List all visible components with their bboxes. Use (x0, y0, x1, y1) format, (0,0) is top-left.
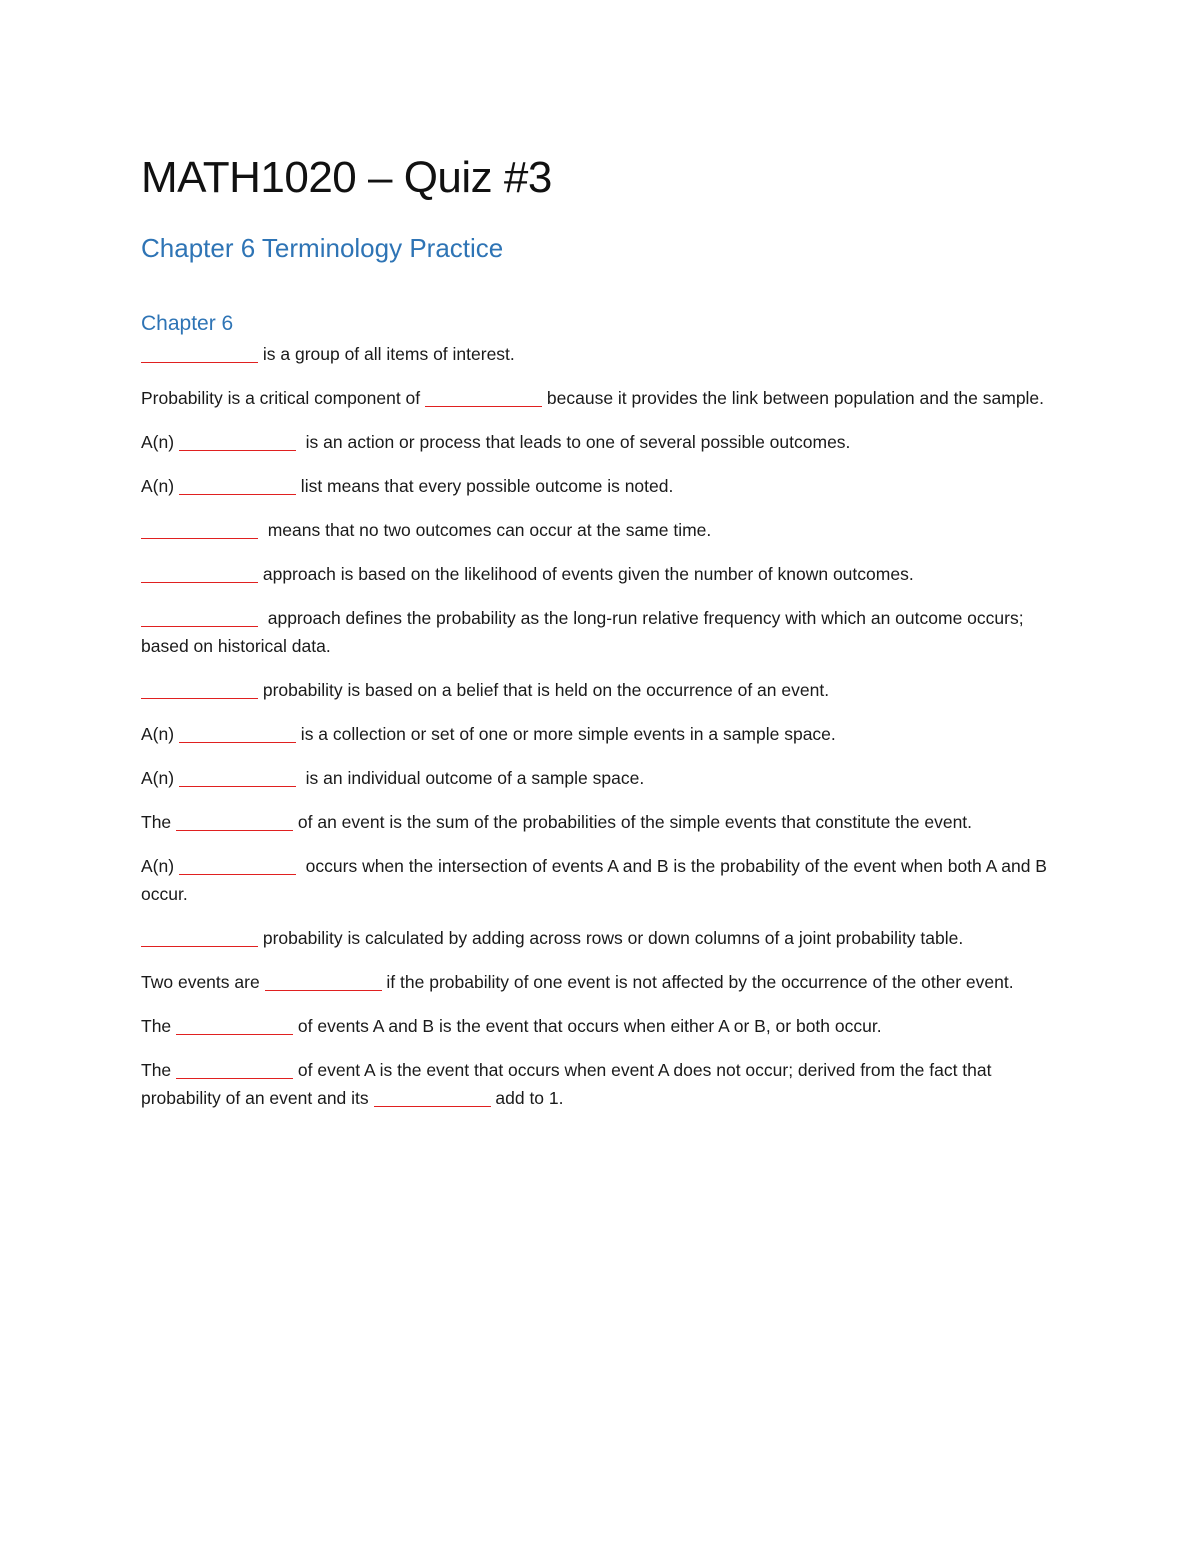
answer-blank (265, 972, 382, 991)
question-item (141, 384, 1061, 412)
question-text: of an event is the sum of the probabilities of the simple events that constitute the event. (293, 812, 973, 832)
question-item (141, 560, 1061, 588)
question-item (141, 472, 1061, 500)
question-item (141, 764, 1061, 792)
question-item (141, 720, 1061, 748)
question-item (141, 604, 1061, 660)
question-text: Two events are (141, 972, 265, 992)
question-text: is an action or process that leads to one of several possible outcomes. (295, 432, 851, 452)
question-list (141, 340, 1061, 1112)
answer-blank (141, 680, 258, 699)
question-text: probability is calculated by adding across rows or down columns of a joint probability table. (258, 928, 964, 948)
answer-blank (179, 724, 296, 743)
question-item (141, 676, 1061, 704)
question-item (141, 1012, 1061, 1040)
document-title: MATH1020 – Quiz #3 (141, 153, 552, 202)
question-text: A(n) (141, 856, 179, 876)
question-text: probability is based on a belief that is held on the occurrence of an event. (258, 680, 830, 700)
question-text: means that no two outcomes can occur at the same time. (258, 520, 712, 540)
document-subtitle: Chapter 6 Terminology Practice (141, 233, 504, 263)
question-item (141, 516, 1061, 544)
answer-blank (141, 608, 258, 627)
question-text: occurs when the intersection of events A and B is the probability of the event when both A and B occur. (141, 856, 1052, 904)
question-text: is an individual outcome of a sample space. (295, 768, 645, 788)
question-text: A(n) (141, 432, 179, 452)
answer-blank (179, 476, 296, 495)
question-text: if the probability of one event is not affected by the occurrence of the other event. (381, 972, 1014, 992)
question-text: list means that every possible outcome is noted. (295, 476, 674, 496)
question-text: The (141, 1016, 177, 1036)
answer-blank (141, 928, 258, 947)
question-text: The (141, 812, 177, 832)
answer-blank (176, 1060, 293, 1079)
question-text: A(n) (141, 768, 179, 788)
answer-blank (176, 812, 293, 831)
question-text: add to 1. (490, 1088, 564, 1108)
answer-blank (179, 856, 296, 875)
question-item (141, 968, 1061, 996)
question-text: is a group of all items of interest. (258, 344, 515, 364)
answer-blank (141, 520, 258, 539)
question-item (141, 340, 1061, 368)
answer-blank (179, 768, 296, 787)
question-text: A(n) (141, 724, 179, 744)
answer-blank (141, 564, 258, 583)
answer-blank (141, 344, 258, 363)
question-text: The (141, 1060, 177, 1080)
question-text: because it provides the link between population and the sample. (542, 388, 1045, 408)
question-text: A(n) (141, 476, 179, 496)
question-text: approach is based on the likelihood of events given the number of known outcomes. (258, 564, 914, 584)
question-item (141, 1056, 1061, 1112)
answer-blank (425, 388, 542, 407)
question-text: approach defines the probability as the long-run relative frequency with which an outcome occurs; based on historical data. (141, 608, 1029, 656)
question-text: is a collection or set of one or more simple events in a sample space. (295, 724, 836, 744)
question-item (141, 428, 1061, 456)
question-text: of events A and B is the event that occurs when either A or B, or both occur. (293, 1016, 882, 1036)
section-heading: Chapter 6 (141, 312, 234, 335)
answer-blank (176, 1016, 293, 1035)
question-text: of event A is the event that occurs when event A does not occur; derived from the fact that probability of an event and its (141, 1060, 997, 1108)
document-page (141, 150, 1061, 1128)
question-item (141, 924, 1061, 952)
answer-blank (374, 1088, 491, 1107)
question-item (141, 808, 1061, 836)
question-item (141, 852, 1061, 908)
question-text: Probability is a critical component of (141, 388, 426, 408)
answer-blank (179, 432, 296, 451)
